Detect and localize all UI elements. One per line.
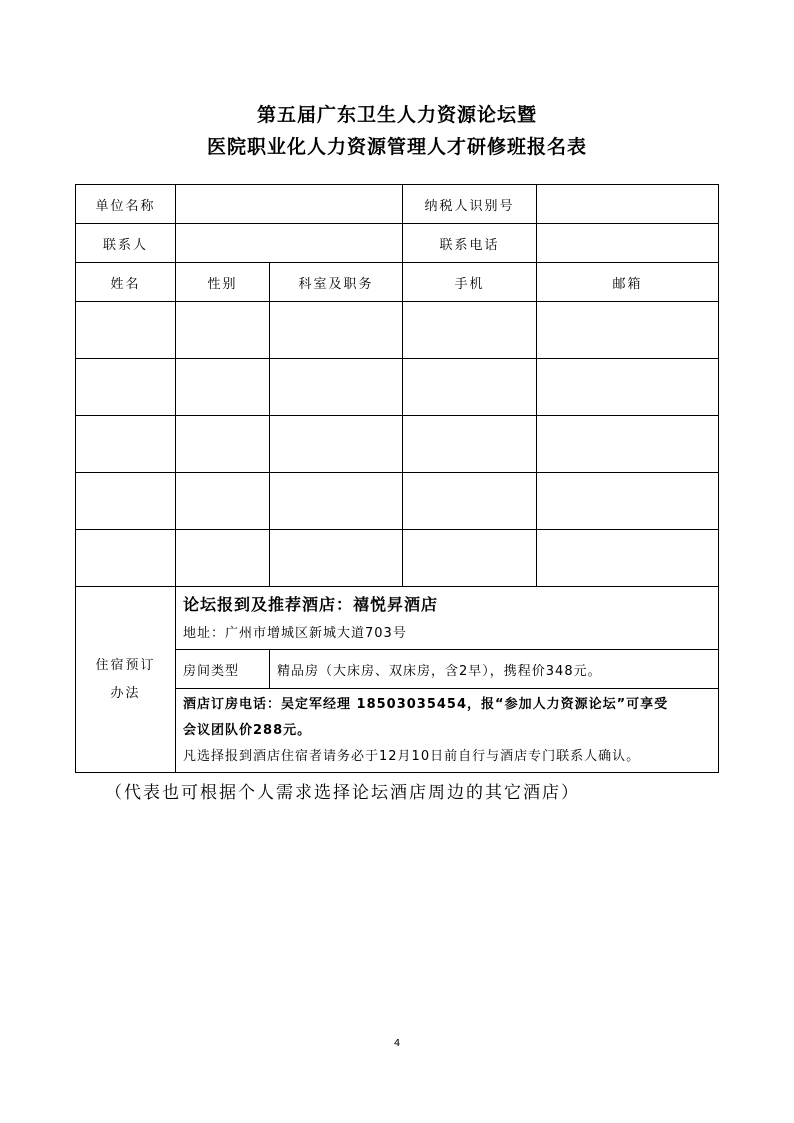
booking-info-cell bbox=[176, 689, 719, 773]
participant-email-cell[interactable] bbox=[537, 416, 719, 473]
participant-mobile-cell[interactable] bbox=[403, 302, 537, 359]
form-title-line1: 第五届广东卫生人力资源论坛暨 bbox=[256, 104, 537, 126]
lodging-label bbox=[76, 587, 176, 773]
booking-phone-line2: 会议团队价288元。 bbox=[183, 723, 312, 738]
confirm-note: 凡选择报到酒店住宿者请务必于12月10日前自行与酒店专门联系人确认。 bbox=[183, 749, 641, 764]
unit-name-field[interactable] bbox=[176, 185, 403, 224]
hotel-info-cell bbox=[176, 587, 719, 650]
header-mobile: 手机 bbox=[403, 263, 537, 302]
participant-name-cell[interactable] bbox=[76, 359, 176, 416]
participant-name-cell[interactable] bbox=[76, 416, 176, 473]
unit-name-label: 单位名称 bbox=[76, 185, 176, 224]
participants-header-row bbox=[76, 263, 719, 302]
participant-mobile-cell[interactable] bbox=[403, 530, 537, 587]
contact-field[interactable] bbox=[176, 224, 403, 263]
hotel-title: 论坛报到及推荐酒店：禧悦昇酒店 bbox=[183, 595, 439, 614]
contact-row bbox=[76, 224, 719, 263]
participant-row bbox=[76, 416, 719, 473]
contact-phone-field[interactable] bbox=[537, 224, 719, 263]
participant-mobile-cell[interactable] bbox=[403, 473, 537, 530]
registration-table bbox=[75, 184, 719, 773]
contact-phone-label: 联系电话 bbox=[403, 224, 537, 263]
participant-row bbox=[76, 473, 719, 530]
participant-row bbox=[76, 302, 719, 359]
participant-dept-cell[interactable] bbox=[270, 530, 403, 587]
participant-dept-cell[interactable] bbox=[270, 359, 403, 416]
header-email: 邮箱 bbox=[537, 263, 719, 302]
participant-name-cell[interactable] bbox=[76, 302, 176, 359]
page-number: 4 bbox=[393, 1038, 401, 1049]
participant-gender-cell[interactable] bbox=[176, 359, 270, 416]
participant-email-cell[interactable] bbox=[537, 302, 719, 359]
lodging-row bbox=[76, 587, 719, 650]
footnote: （代表也可根据个人需求选择论坛酒店周边的其它酒店） bbox=[105, 783, 580, 803]
room-type-label: 房间类型 bbox=[176, 650, 270, 689]
booking-phone-line1: 酒店订房电话：吴定军经理 18503035454，报“参加人力资源论坛”可享受 bbox=[183, 697, 669, 712]
lodging-label-line2: 办法 bbox=[110, 685, 141, 701]
contact-label: 联系人 bbox=[76, 224, 176, 263]
participant-mobile-cell[interactable] bbox=[403, 416, 537, 473]
participant-gender-cell[interactable] bbox=[176, 416, 270, 473]
tax-id-label: 纳税人识别号 bbox=[403, 185, 537, 224]
header-dept-position: 科室及职务 bbox=[270, 263, 403, 302]
participant-dept-cell[interactable] bbox=[270, 302, 403, 359]
participant-gender-cell[interactable] bbox=[176, 473, 270, 530]
participant-gender-cell[interactable] bbox=[176, 302, 270, 359]
unit-row bbox=[76, 185, 719, 224]
form-title-line2: 医院职业化人力资源管理人才研修班报名表 bbox=[206, 136, 587, 158]
lodging-label-line1: 住宿预订 bbox=[95, 657, 156, 673]
participant-name-cell[interactable] bbox=[76, 473, 176, 530]
participant-name-cell[interactable] bbox=[76, 530, 176, 587]
participant-mobile-cell[interactable] bbox=[403, 359, 537, 416]
hotel-address: 地址：广州市增城区新城大道703号 bbox=[183, 626, 407, 641]
participant-dept-cell[interactable] bbox=[270, 473, 403, 530]
participant-row bbox=[76, 530, 719, 587]
participant-gender-cell[interactable] bbox=[176, 530, 270, 587]
tax-id-field[interactable] bbox=[537, 185, 719, 224]
header-gender: 性别 bbox=[176, 263, 270, 302]
header-name: 姓名 bbox=[76, 263, 176, 302]
participant-email-cell[interactable] bbox=[537, 359, 719, 416]
participant-email-cell[interactable] bbox=[537, 530, 719, 587]
participant-email-cell[interactable] bbox=[537, 473, 719, 530]
participant-dept-cell[interactable] bbox=[270, 416, 403, 473]
participant-row bbox=[76, 359, 719, 416]
room-type-value: 精品房（大床房、双床房，含2早），携程价348元。 bbox=[270, 650, 719, 689]
